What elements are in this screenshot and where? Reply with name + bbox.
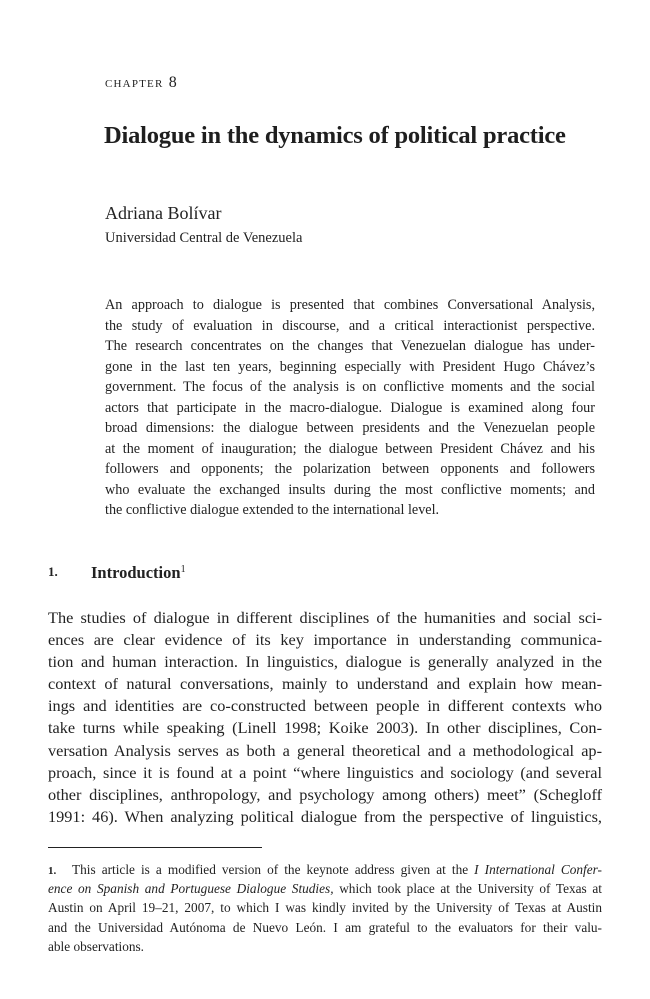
footnote-line: and the Universidad Autónoma de Nuevo León. I am grateful to the evaluators for their valu- [48, 919, 602, 935]
footnote-divider [48, 847, 262, 848]
chapter-label-text: chapter 8 [105, 74, 178, 91]
body-line: ences are clear evidence of its key importance in understanding communica- [48, 630, 602, 650]
body-line: 1991: 46). When analyzing political dialogue from the perspective of linguistics, [48, 806, 602, 826]
section-number: 1. [48, 564, 58, 579]
body-line: The studies of dialogue in different disciplines of the humanities and social sci- [48, 608, 602, 627]
body-line: tion and human interaction. In linguistics, dialogue is generally analyzed in the [48, 652, 602, 672]
footnote-number: 1. [48, 865, 57, 877]
body-line: ings and identities are co-constructed between people in different contexts who [48, 696, 602, 716]
author-affiliation: Universidad Central de Venezuela [105, 230, 303, 246]
body-line: proach, since it is found at a point “where linguistics and sociology (and several [48, 762, 602, 782]
body-line: other disciplines, anthropology, and psychology among others) meet” (Schegloff [48, 784, 602, 804]
abstract-line: An approach to dialogue is presented that combines Conversational Analysis, [105, 297, 595, 313]
abstract-line: broad dimensions: the dialogue between presidents and the Venezuelan people [105, 420, 595, 436]
body-line: versation Analysis serves as both a general theoretical and a methodological ap- [48, 740, 602, 760]
abstract-line: government. The focus of the analysis is on conflictive moments and the social [105, 379, 595, 395]
abstract-line: who evaluate the exchanged insults during the most conflictive moments; and [105, 481, 595, 498]
conference-title: I International Confer- [474, 862, 602, 877]
footnote-line: able observations. [48, 938, 145, 954]
abstract-line: followers and opponents; the polarization between opponents and followers [105, 461, 595, 477]
abstract-line: actors that participate in the macro-dialogue. Dialogue is examined along four [105, 399, 595, 416]
footnote [48, 860, 602, 956]
footnote-reference[interactable]: 1 [180, 564, 186, 575]
body-line: context of natural conversations, mainly to understand and explain how mean- [48, 674, 602, 694]
footnote-text: which took place at the University of Texas at [333, 881, 602, 897]
conference-title: ence on Spanish and Portuguese Dialogue Studies, [48, 881, 334, 897]
abstract-line: The research concentrates on the changes that Venezuelan dialogue has under- [105, 338, 595, 354]
footnote-line: Austin on April 19–21, 2007, to which I was kindly invited by the University of Texas at Austin [48, 900, 602, 916]
abstract-line: at the moment of inauguration; the dialogue between President Chávez and his [105, 440, 595, 457]
abstract-line: gone in the last ten years, beginning especially with President Hugo Chávez’s [105, 358, 595, 375]
footnote-text: This article is a modified version of the keynote address given at the [72, 862, 475, 877]
abstract [105, 295, 595, 521]
section-title: Introduction [91, 563, 181, 582]
chapter-title: Dialogue in the dynamics of political practice [104, 122, 566, 149]
abstract-line: the study of evaluation in discourse, and a critical interactionist perspective. [105, 317, 595, 334]
footnote-line [48, 879, 602, 898]
body-paragraph [48, 607, 602, 828]
chapter-label [105, 74, 178, 92]
body-line: take turns while speaking (Linell 1998; Koike 2003). In other disciplines, Con- [48, 718, 602, 738]
footnote-line [48, 860, 602, 879]
abstract-line: the conflictive dialogue extended to the international level. [105, 502, 440, 518]
section-heading [91, 563, 186, 583]
author-name: Adriana Bolívar [105, 203, 222, 223]
